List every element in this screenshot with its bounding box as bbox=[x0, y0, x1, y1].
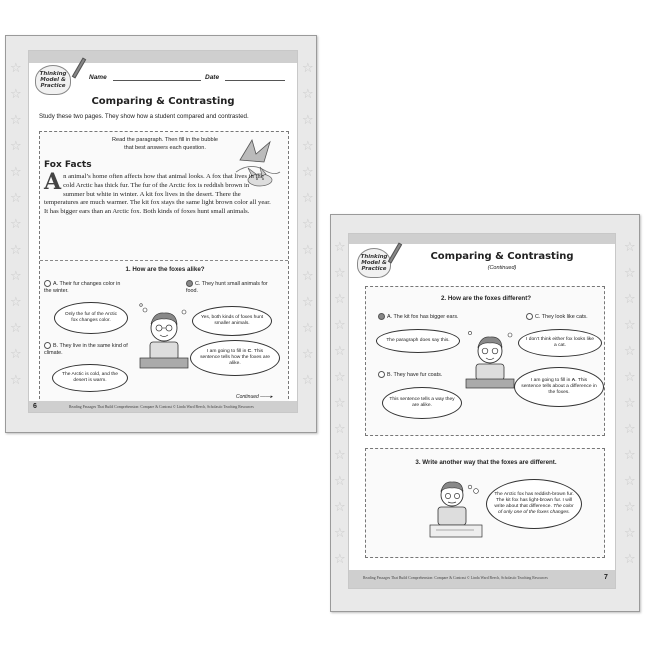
thought-bubble-decision: I am going to fill in C. This sentence tells how the foxes are alike. bbox=[190, 340, 280, 376]
page-subtitle: (Continued) bbox=[487, 265, 517, 271]
choice-a[interactable]: A. Their fur changes color in the winter. bbox=[44, 280, 121, 294]
choice-a[interactable]: A. The kit fox has bigger ears. bbox=[378, 313, 478, 321]
page-title: Comparing & Contrasting bbox=[91, 96, 235, 107]
thinking-model-badge: Thinking Model & Practice bbox=[35, 65, 71, 95]
star-border-left: ☆ ☆ ☆ ☆ ☆ ☆ ☆ ☆ ☆ ☆ ☆ ☆ ☆ bbox=[10, 61, 22, 388]
date-label: Date bbox=[205, 74, 220, 81]
name-field[interactable] bbox=[113, 80, 201, 81]
passage-body: n animal’s home often affects how that animal looks. A fox that lives in the cold Arctic has thick fur. The fur of the Arctic fox is reddish brown in summer but white in winter. A kit fox lives in the desert. There the temperatures are much warmer. The kit fox stays the same light brown color all year. It has bigger ears than an Arctic fox. Both kinds of foxes hunt small animals. bbox=[44, 173, 271, 216]
section-divider bbox=[40, 260, 288, 261]
page-footer: Reading Passages That Build Comprehension: Compare & Contrast © Linda Ward Beech, Scholastic Teaching Resources bbox=[363, 576, 548, 580]
answer-bubble-c[interactable] bbox=[186, 280, 193, 287]
answer-bubble-c[interactable] bbox=[526, 313, 533, 320]
drop-cap: A bbox=[44, 169, 62, 195]
thought-bubble-b: The Arctic is cold, and the desert is warm. bbox=[52, 364, 128, 392]
thought-bubble-c: I don’t think either fox looks like a cat. bbox=[518, 329, 602, 357]
instructions: Read the paragraph. Then fill in the bubble that best answers each question. bbox=[112, 137, 218, 151]
answer-thought-bubble: The Arctic fox has reddish-brown fur. The kit fox has light-brown fur. I will write about that difference. The color of only one of the foxes changes. bbox=[486, 479, 582, 529]
answer-bubble-b[interactable] bbox=[378, 371, 385, 378]
student-writing-illustration bbox=[426, 475, 486, 543]
page-number: 7 bbox=[604, 574, 608, 581]
thought-bubble-a: The paragraph does say this. bbox=[376, 329, 460, 353]
page-content bbox=[28, 50, 298, 413]
student-illustration bbox=[464, 327, 516, 391]
page-number: 6 bbox=[33, 403, 37, 410]
question-1: 1. How are the foxes alike? bbox=[125, 266, 205, 273]
date-field[interactable] bbox=[225, 80, 285, 81]
question-2: 2. How are the foxes different? bbox=[440, 295, 532, 302]
header-band bbox=[349, 234, 615, 244]
intro-text: Study these two pages. They show how a student compared and contrasted. bbox=[39, 113, 249, 120]
star-border-right: ☆ ☆ ☆ ☆ ☆ ☆ ☆ ☆ ☆ ☆ ☆ ☆ ☆ bbox=[302, 61, 314, 388]
question-3-box bbox=[365, 448, 605, 558]
thought-bubble-b: This sentence tells a way they are alike. bbox=[382, 387, 462, 419]
page-title: Comparing & Contrasting bbox=[430, 251, 574, 262]
workbook-page-7 bbox=[330, 214, 640, 612]
answer-bubble-a[interactable] bbox=[44, 280, 51, 287]
choice-c[interactable]: C. They look like cats. bbox=[526, 313, 606, 321]
answer-bubble-a[interactable] bbox=[378, 313, 385, 320]
name-label: Name bbox=[89, 74, 107, 81]
question-2-box bbox=[365, 286, 605, 436]
thought-bubble-c: Yes, both kinds of foxes hunt smaller animals. bbox=[192, 306, 272, 336]
thought-bubble-decision: I am going to fill in A. This sentence tells about a difference in the foxes. bbox=[514, 367, 604, 407]
header-band bbox=[29, 51, 297, 63]
star-border-right: ☆ ☆ ☆ ☆ ☆ ☆ ☆ ☆ ☆ ☆ ☆ ☆ ☆ bbox=[624, 240, 636, 567]
thinking-model-badge: Thinking Model & Practice bbox=[357, 248, 391, 278]
question-3: 3. Write another way that the foxes are different. bbox=[415, 459, 557, 466]
workbook-page-6 bbox=[5, 35, 317, 433]
passage-box bbox=[39, 131, 289, 404]
page-footer: Reading Passages That Build Comprehension: Compare & Contrast © Linda Ward Beech, Scholastic Teaching Resources bbox=[69, 405, 254, 409]
thought-bubble-a: Only the fur of the Arctic fox changes color. bbox=[54, 302, 128, 334]
passage-title: Fox Facts bbox=[44, 160, 92, 170]
answer-bubble-b[interactable] bbox=[44, 342, 51, 349]
choice-b[interactable]: B. They live in the same kind of climate. bbox=[44, 342, 128, 356]
choice-b[interactable]: B. They have fur coats. bbox=[378, 371, 478, 379]
continued-label: Continued ——▸ bbox=[236, 394, 273, 400]
choice-c[interactable]: C. They hunt small animals for food. bbox=[186, 280, 268, 294]
star-border-left: ☆ ☆ ☆ ☆ ☆ ☆ ☆ ☆ ☆ ☆ ☆ ☆ ☆ bbox=[334, 240, 346, 567]
student-illustration bbox=[136, 302, 192, 372]
passage-text bbox=[44, 169, 272, 217]
page-content bbox=[348, 233, 616, 589]
